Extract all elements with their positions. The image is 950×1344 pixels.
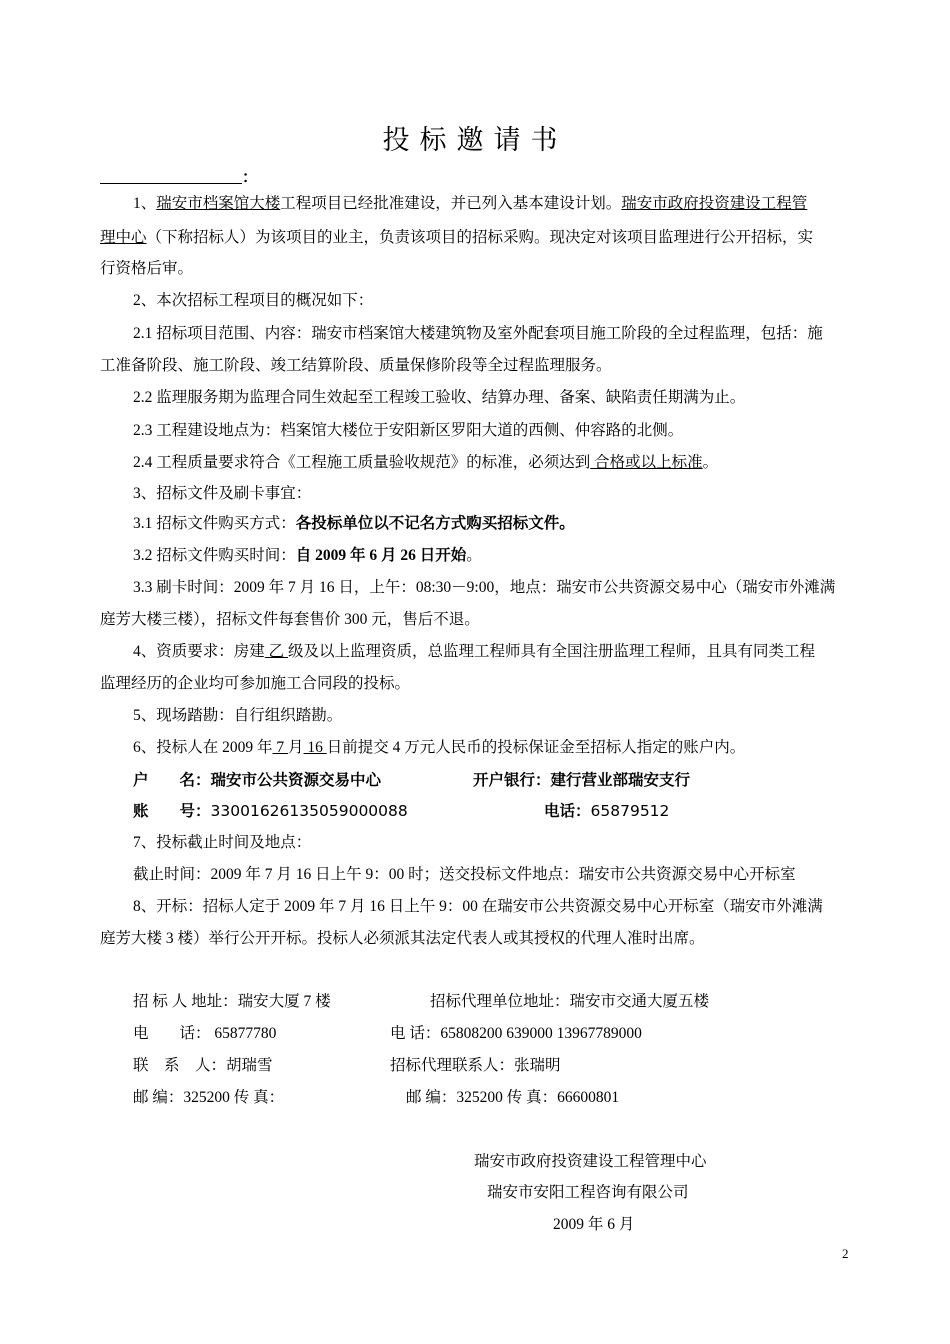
paragraph-3: 3、招标文件及刷卡事宜：	[133, 485, 312, 502]
tenderer-address: 招 标 人 地址：瑞安大厦 7 楼	[133, 993, 331, 1010]
tenderer-phone: 电 话： 65877780	[133, 1025, 277, 1042]
paragraph-1-line-1	[133, 193, 852, 215]
account-name-value: 瑞安市公共资源交易中心	[210, 771, 382, 789]
paragraph-7: 7、投标截止时间及地点：	[133, 834, 312, 851]
deadline-month: 7	[272, 739, 289, 756]
p1-text-1: 工程项目已经批准建设，并已列入基本建设计划。	[280, 195, 622, 212]
signature-date: 2009 年 6 月	[553, 1216, 635, 1233]
bank-label: 开户银行：	[473, 771, 551, 789]
paragraph-2-3: 2.3 工程建设地点为：档案馆大楼位于安阳新区罗阳大道的西侧、仲容路的北侧。	[133, 422, 684, 439]
paragraph-1-line-3: 行资格后审。	[100, 260, 194, 277]
paragraph-4-line-1	[133, 641, 852, 663]
signature-org-2: 瑞安市安阳工程咨询有限公司	[487, 1184, 689, 1201]
document-title: 投标邀请书	[382, 125, 568, 156]
bank-phone-row	[544, 800, 669, 823]
paragraph-8-line-1: 8、开标：招标人定于 2009 年 7 月 16 日上午 9：00 在瑞安市公共资源交易中心开标室（瑞安市外滩满	[133, 898, 823, 915]
bank-value: 建行营业部瑞安支行	[550, 771, 691, 789]
agent-postcode-fax: 邮 编：325200 传 真：66600801	[406, 1089, 620, 1106]
project-name: 瑞安市档案馆大楼	[156, 195, 281, 212]
addressee-blank	[100, 166, 242, 184]
quality-standard: 合格或以上标准	[590, 454, 703, 471]
paragraph-5: 5、现场踏勘：自行组织踏勘。	[133, 707, 343, 724]
account-number-value: 33001626135059000088	[210, 802, 408, 820]
paragraph-1-line-2	[100, 227, 852, 249]
agent-phone: 电 话：65808200 639000 13967789000	[390, 1025, 642, 1042]
salutation-colon: ：	[242, 169, 258, 186]
paragraph-3-3-line-2: 庭芳大楼三楼），招标文件每套售价 300 元，售后不退。	[100, 611, 480, 628]
purchase-date: 自 2009 年 6 月 26 日开始	[295, 547, 467, 564]
owner-name-part-1: 瑞安市政府投资建设工程管	[621, 195, 808, 212]
p1-num: 1、	[133, 195, 157, 212]
p1-text-2: （下称招标人）为该项目的业主，负责该项目的招标采购。现决定对该项目监理进行公开招标，实	[146, 229, 814, 246]
tenderer-contact: 联 系 人：胡瑞雪	[133, 1057, 273, 1074]
paragraph-3-2	[133, 545, 852, 567]
paragraph-2: 2、本次招标工程项目的概况如下：	[133, 292, 374, 309]
paragraph-2-2: 2.2 监理服务期为监理合同生效起至工程竣工验收、结算办理、备案、缺陷责任期满为止。	[133, 389, 746, 406]
p6-text-2: 日前提交 4 万元人民币的投标保证金至招标人指定的账户内。	[326, 739, 746, 756]
paragraph-6	[133, 737, 852, 759]
p32-end: 。	[466, 547, 482, 564]
purchase-method: 各投标单位以不记名方式购买招标文件。	[295, 515, 575, 532]
bank-phone-label: 电话：	[544, 802, 591, 820]
page-number: 2	[842, 1246, 849, 1261]
salutation	[100, 166, 852, 189]
p24-text: 2.4 工程质量要求符合《工程施工质量验收规范》的标准，必须达到	[133, 454, 591, 471]
account-name-label: 户 名：	[133, 771, 211, 789]
deadline-day: 16	[303, 739, 327, 756]
p6-month-unit: 月	[288, 739, 304, 756]
agent-contact: 招标代理联系人：张瑞明	[390, 1057, 561, 1074]
account-number-label: 账 号：	[133, 802, 211, 820]
paragraph-8-line-2: 庭芳大楼 3 楼）举行公开开标。投标人必须派其法定代表人或其授权的代理人准时出席。	[100, 930, 705, 947]
account-name-row	[133, 769, 381, 791]
paragraph-3-3-line-1: 3.3 刷卡时间：2009 年 7 月 16 日，上午：08:30－9:00，地点：瑞安市公共资源交易中心（瑞安市外滩满	[133, 579, 836, 596]
p4-text-2: 级及以上监理资质，总监理工程师具有全国注册监理工程师，且具有同类工程	[288, 643, 816, 660]
p31-label: 3.1 招标文件购买方式：	[133, 515, 296, 532]
paragraph-7-details: 截止时间：2009 年 7 月 16 日上午 9：00 时；送交投标文件地点：瑞安市公共资源交易中心开标室	[133, 866, 796, 883]
account-number-row	[133, 800, 408, 823]
p32-label: 3.2 招标文件购买时间：	[133, 547, 296, 564]
signature-org-1: 瑞安市政府投资建设工程管理中心	[474, 1153, 707, 1170]
p4-text-1: 4、资质要求：房建	[133, 643, 265, 660]
p6-text-1: 6、投标人在 2009 年	[133, 739, 273, 756]
tenderer-postcode-fax: 邮 编：325200 传 真：	[133, 1089, 285, 1106]
bank-row	[473, 769, 690, 791]
owner-name-part-2: 理中心	[100, 229, 147, 246]
paragraph-2-1-line-2: 工准备阶段、施工阶段、竣工结算阶段、质量保修阶段等全过程监理服务。	[100, 357, 612, 374]
agent-address: 招标代理单位地址：瑞安市交通大厦五楼	[430, 993, 710, 1010]
paragraph-2-1-line-1: 2.1 招标项目范围、内容：瑞安市档案馆大楼建筑物及室外配套项目施工阶段的全过程监理，包括：施	[133, 325, 823, 342]
bank-phone-value: 65879512	[590, 802, 670, 820]
paragraph-2-4	[133, 452, 852, 474]
paragraph-3-1	[133, 513, 852, 535]
qualification-grade: 乙	[264, 643, 289, 660]
p24-end: 。	[702, 454, 719, 471]
paragraph-4-line-2: 监理经历的企业均可参加施工合同段的投标。	[100, 675, 411, 692]
